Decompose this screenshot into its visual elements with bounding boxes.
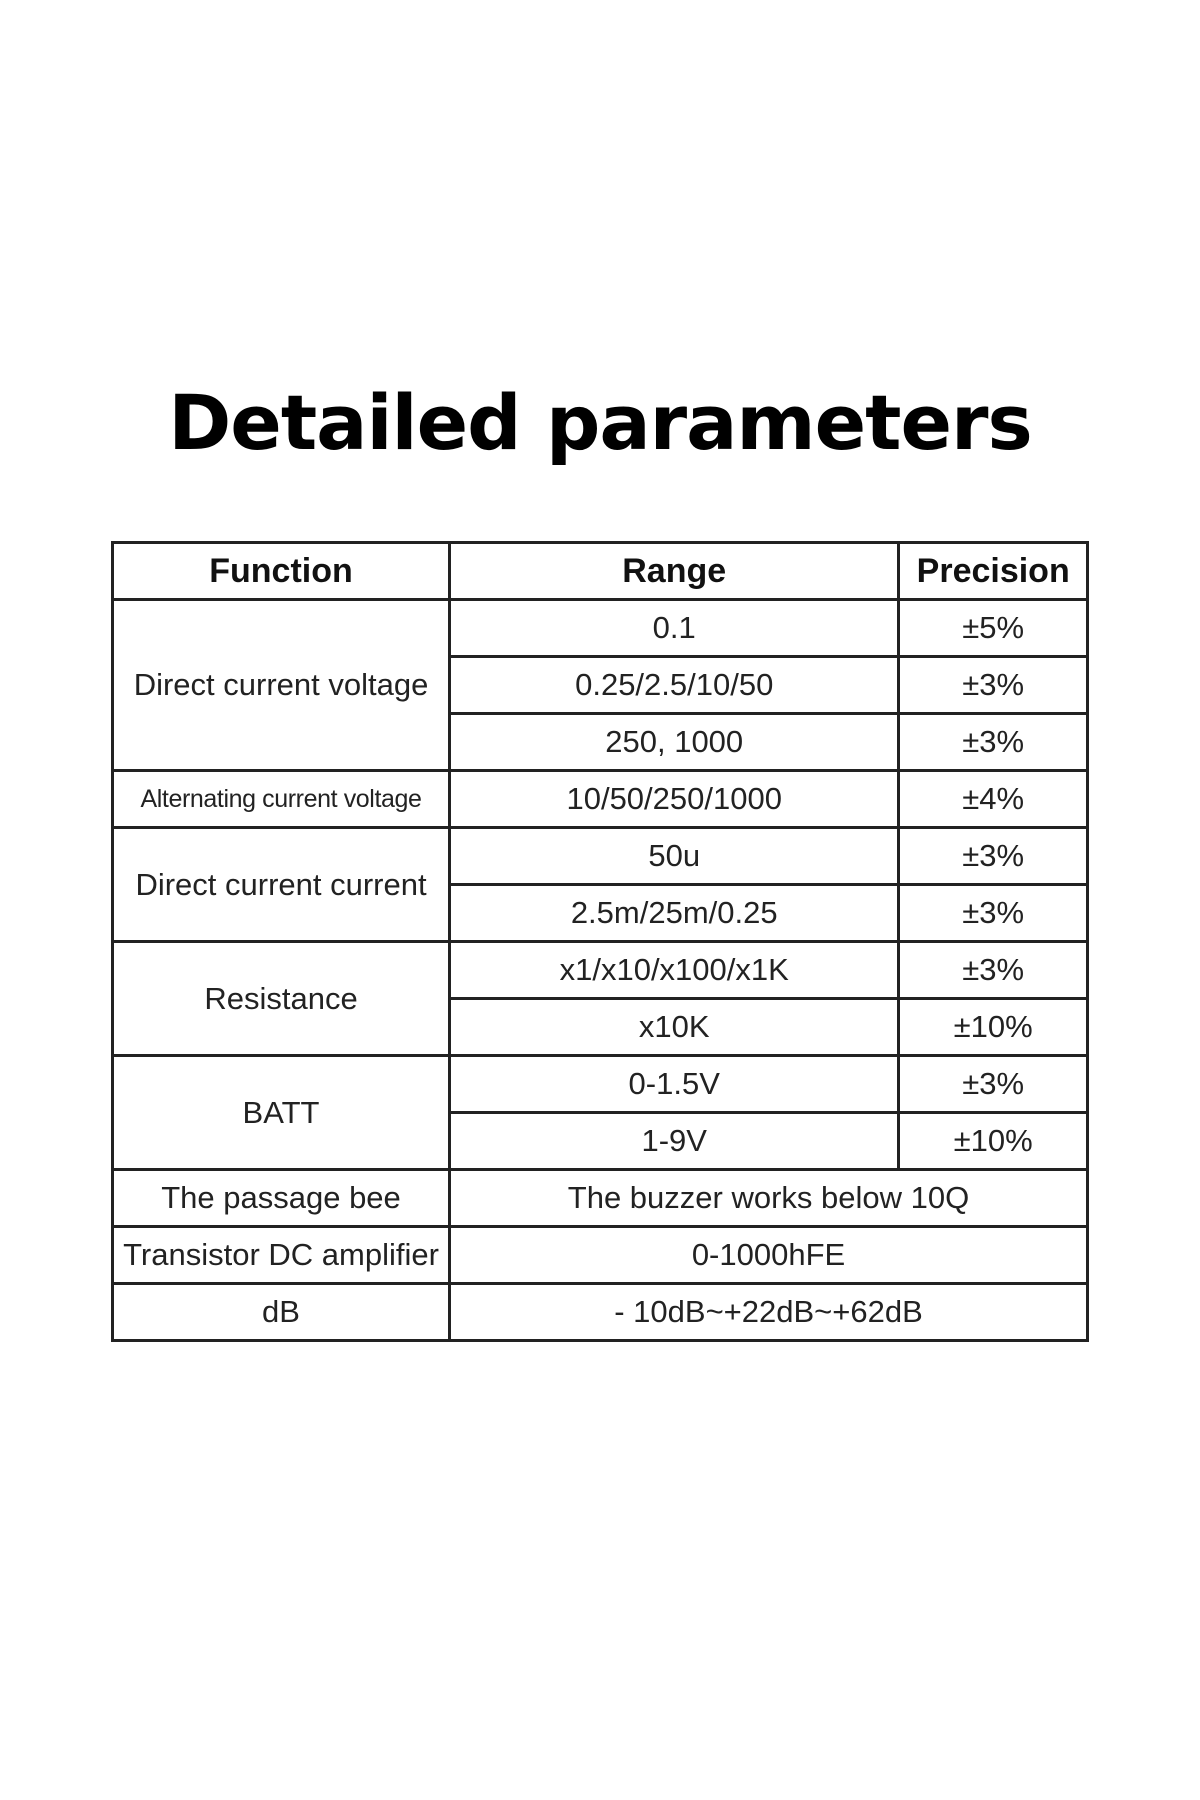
range-cell: x1/x10/x100/x1K <box>450 942 899 999</box>
precision-cell: ±3% <box>899 714 1088 771</box>
precision-cell: ±3% <box>899 942 1088 999</box>
table-row <box>113 828 1088 885</box>
merged-value-cell: 0-1000hFE <box>450 1227 1088 1284</box>
function-cell-resistance: Resistance <box>113 942 450 1056</box>
precision-cell: ±5% <box>899 600 1088 657</box>
table-header-row <box>113 543 1088 600</box>
table-row <box>113 1284 1088 1341</box>
parameters-table <box>111 541 1089 1342</box>
precision-cell: ±10% <box>899 999 1088 1056</box>
table-row <box>113 771 1088 828</box>
precision-cell: ±3% <box>899 657 1088 714</box>
range-cell: 0.25/2.5/10/50 <box>450 657 899 714</box>
function-cell-acv: Alternating current voltage <box>113 771 450 828</box>
table-row <box>113 600 1088 657</box>
function-cell-hfe: Transistor DC amplifier <box>113 1227 450 1284</box>
function-cell-batt: BATT <box>113 1056 450 1170</box>
range-cell: x10K <box>450 999 899 1056</box>
header-precision: Precision <box>899 543 1088 600</box>
header-range: Range <box>450 543 899 600</box>
precision-cell: ±3% <box>899 828 1088 885</box>
precision-cell: ±3% <box>899 885 1088 942</box>
table-row <box>113 1170 1088 1227</box>
precision-cell: ±10% <box>899 1113 1088 1170</box>
range-cell: 250, 1000 <box>450 714 899 771</box>
precision-cell: ±3% <box>899 1056 1088 1113</box>
page-title: Detailed parameters <box>168 378 1032 467</box>
function-cell-db: dB <box>113 1284 450 1341</box>
range-cell: 10/50/250/1000 <box>450 771 899 828</box>
range-cell: 50u <box>450 828 899 885</box>
precision-cell: ±4% <box>899 771 1088 828</box>
range-cell: 1-9V <box>450 1113 899 1170</box>
merged-value-cell: The buzzer works below 10Q <box>450 1170 1088 1227</box>
range-cell: 2.5m/25m/0.25 <box>450 885 899 942</box>
table-row <box>113 1227 1088 1284</box>
merged-value-cell: - 10dB~+22dB~+62dB <box>450 1284 1088 1341</box>
function-cell-dca: Direct current current <box>113 828 450 942</box>
range-cell: 0.1 <box>450 600 899 657</box>
function-cell-bee: The passage bee <box>113 1170 450 1227</box>
table-row <box>113 1056 1088 1113</box>
range-cell: 0-1.5V <box>450 1056 899 1113</box>
header-function: Function <box>113 543 450 600</box>
table-row <box>113 942 1088 999</box>
function-cell-dcv: Direct current voltage <box>113 600 450 771</box>
